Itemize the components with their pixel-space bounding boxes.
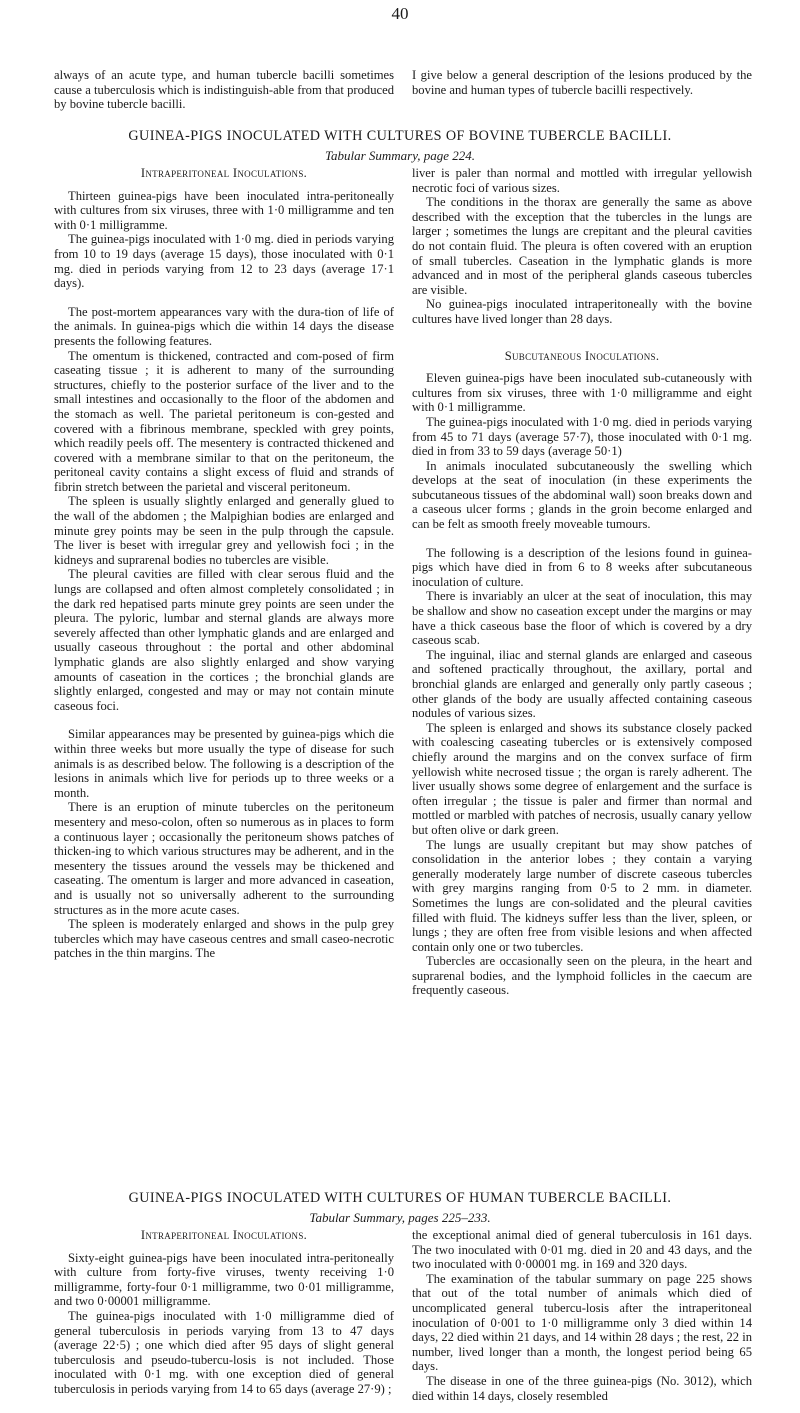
paragraph: Eleven guinea-pigs have been inoculated sub-cutaneously with cultures from six viruses, three with 1·0 milligramme and eight with 0·1 milligramme. — [412, 371, 752, 415]
paragraph: The guinea-pigs inoculated with 1·0 mg. died in periods varying from 45 to 71 days (average 57·7), those inoculated with 0·1 mg. died in from 33 to 59 days (average 50·1) — [412, 414, 752, 459]
bovine-section-heading: GUINEA-PIGS INOCULATED WITH CULTURES OF BOVINE TUBERCLE BACILLI. — [128, 128, 672, 144]
paragraph: In animals inoculated subcutaneously the swelling which develops at the seat of inoculation (in these experiments the subcutaneous tissues of the abdominal wall) soon breaks down and a caseous ulcer forms ; glands in the groin become enlarged and can be felt as smooth freely moveable tumours. — [412, 458, 752, 532]
paragraph: The spleen is moderately enlarged and shows in the pulp grey tubercles which may have caseous centres and small caseo-necrotic patches in the thin margins. The — [54, 917, 394, 961]
paragraph: Similar appearances may be presented by guinea-pigs which die within three weeks but more usually the type of disease for such animals is as described below. The following is a description of the lesions in animals which live for periods up to three weeks or a month. — [54, 727, 394, 800]
bovine-right-column — [412, 166, 752, 998]
paragraph: liver is paler than normal and mottled with irregular yellowish necrotic foci of various sizes. — [412, 166, 752, 195]
paragraph: Sixty-eight guinea-pigs have been inoculated intra-peritoneally with culture from forty-five viruses, twenty receiving 1·0 milligramme, forty-four 0·1 milligramme, two 0·01 milligramme, and two 0·00001 milligramme. — [54, 1250, 394, 1309]
human-section-heading: GUINEA-PIGS INOCULATED WITH CULTURES OF HUMAN TUBERCLE BACILLI. — [128, 1190, 672, 1206]
bovine-subcutaneous-subheading: Subcutaneous Inoculations. — [504, 348, 660, 363]
paragraph: There is an eruption of minute tubercles on the peritoneum mesentery and meso-colon, often so numerous as in places to form a continuous layer ; occasionally the peritoneum shows patches of thicken-ing to which various structures may be adherent, and in the mesentery the tissues around the vessels may be thickened and caseating. The omentum is larger and more advanced in caseation, and is usually not so universally adherent to the surrounding structures as in the more acute cases. — [54, 800, 394, 917]
intro-left-text: always of an acute type, and human tubercle bacilli sometimes cause a tuberculosis which is indistinguish-able from that produced by bovine tubercle bacilli. — [54, 68, 394, 112]
human-tabular-summary: Tabular Summary, pages 225–233. — [309, 1210, 491, 1225]
paragraph: The guinea-pigs inoculated with 1·0 mg. died in periods varying from 10 to 19 days (average 15 days), those inoculated with 0·1 mg. died in periods varying from 12 to 23 days (average 17·1 days). — [54, 232, 394, 291]
paragraph: There is invariably an ulcer at the seat of inoculation, this may be shallow and show no caseation except under the margins or may have a thick caseous base the floor of which is covered by a dry caseous scab. — [412, 589, 752, 648]
intro-right-text: I give below a general description of the lesions produced by the bovine and human types of tubercle bacilli respectively. — [412, 68, 752, 97]
paragraph: The disease in one of the three guinea-pigs (No. 3012), which died within 14 days, closely resembled — [412, 1373, 752, 1403]
paragraph: The conditions in the thorax are generally the same as above described with the exception that the tubercles in the lungs are larger ; sometimes the lungs are crepitant and the pleural cavities do not contain fluid. The pleura is often covered with an eruption of small tubercles. Caseation in the lymphatic glands is more advanced and in most of the peripheral glands caseous tubercles are visible. — [412, 195, 752, 297]
paragraph: The following is a description of the lesions found in guinea-pigs which have died in from 6 to 8 weeks after subcutaneous inoculation of culture. — [412, 545, 752, 589]
human-section — [54, 1228, 752, 1403]
paragraph: The guinea-pigs inoculated with 1·0 milligramme died of general tuberculosis in periods varying from 13 to 47 days (average 22·5) ; one which died after 95 days of slight general tuberculosis and pseudo-tubercu-losis is not included. Those inoculated with 0·1 mg. with one exception died of general tuberculosis in periods varying from 14 to 65 days (average 27·9) ; — [54, 1308, 394, 1396]
paragraph: the exceptional animal died of general tuberculosis in 161 days. The two inoculated with 0·01 mg. died in 20 and 43 days, and the two inoculated with 0·00001 mg. in 169 and 320 days. — [412, 1228, 752, 1272]
paragraph: The examination of the tabular summary on page 225 shows that out of the total number of animals which died of uncomplicated general tubercu-losis after the intraperitoneal inoculation of 0·001 to 1·0 milligramme only 3 died within 14 days, 22 died within 21 days, and 14 within 28 days ; the rest, 22 in number, lived longer than a month, the longest period being 65 days. — [412, 1271, 752, 1374]
bovine-tabular-summary: Tabular Summary, page 224. — [324, 148, 476, 163]
paragraph: The spleen is enlarged and shows its substance closely packed with coalescing caseating tubercles or is extensively composed chiefly around the margins and on the convex surface of firm yellowish white necrosed tissue ; the organ is rarely adherent. The liver usually shows some degree of enlargement and the surface is often irregular ; the tissue is paler and firmer than normal and mottled or marbled with patches of necrosis, usually canary yellow but often olive or dark green. — [412, 720, 752, 837]
paragraph: No guinea-pigs inoculated intraperitoneally with the bovine cultures have lived longer than 28 days. — [412, 297, 752, 326]
human-right-column — [412, 1228, 752, 1403]
bovine-left-column — [54, 166, 394, 998]
paragraph: Thirteen guinea-pigs have been inoculated intra-peritoneally with cultures from six viruses, three with 1·0 milligramme and ten with 0·1 milligramme. — [54, 188, 394, 232]
paragraph: The omentum is thickened, contracted and com-posed of firm caseating tissue ; it is adherent to many of the surrounding structures, chiefly to the posterior surface of the liver and to the small intestines and occasionally to the floor of the abdomen and the stomach as well. The parietal peritoneum is con-gested and covered with a fibrinous membrane, speckled with grey points, which readily peels off. The mesentery is contracted thickened and covered with a membrane similar to that on the peritoneum, the peritoneal cavity contains a slight excess of fluid and strands of fibrin stretch between the parietal and visceral peritoneum. — [54, 348, 394, 494]
human-intraperitoneal-subheading: Intraperitoneal Inoculations. — [140, 1228, 308, 1242]
paragraph: The lungs are usually crepitant but may show patches of consolidation in the anterior lobes ; they contain a varying generally moderately large number of discrete caseous tubercles with grey margins ranging from 0·5 to 2 mm. in diameter. Sometimes the lungs are con-solidated and the pleural cavities filled with fluid. The kidneys suffer less than the liver, spleen, or lungs ; they are often free from visible lesions and when affected contain only one or two tubercles. — [412, 837, 752, 954]
paragraph: The inguinal, iliac and sternal glands are enlarged and caseous and softened practically throughout, the axillary, portal and bronchial glands are enlarged and generally only partly caseous ; other glands of the body are usually affected containing caseous nodules of various sizes. — [412, 647, 752, 721]
page-number: 40 — [391, 4, 409, 23]
paragraph: Tubercles are occasionally seen on the pleura, in the heart and suprarenal bodies, and the lymphoid follicles in the caecum are frequently caseous. — [412, 954, 752, 998]
paragraph: The post-mortem appearances vary with the dura-tion of life of the animals. In guinea-pigs which die within 14 days the disease presents the following features. — [54, 304, 394, 348]
human-left-column — [54, 1228, 394, 1403]
bovine-intraperitoneal-subheading: Intraperitoneal Inoculations. — [140, 166, 308, 180]
paragraph: The pleural cavities are filled with clear serous fluid and the lungs are collapsed and often almost completely consolidated ; in the dark red hepatised parts minute grey points are seen under the pleura. The pyloric, lumbar and sternal glands are always more severely affected than other lymphatic glands and are enlarged and usually caseous throughout : the portal and other abdominal lymphatic glands are also slightly enlarged and show varying amounts of caseation in the cortices ; the bronchial glands are slightly enlarged, congested and may or may not contain minute caseous foci. — [54, 567, 394, 713]
bovine-section — [54, 166, 752, 998]
intro-section — [54, 68, 752, 112]
paragraph: The spleen is usually slightly enlarged and generally glued to the wall of the abdomen ; the Malpighian bodies are enlarged and minute grey points may be seen in the pulp through the capsule. The liver is beset with irregular grey and yellowish foci ; in the kidneys and suprarenal bodies no tubercles are visible. — [54, 494, 394, 567]
